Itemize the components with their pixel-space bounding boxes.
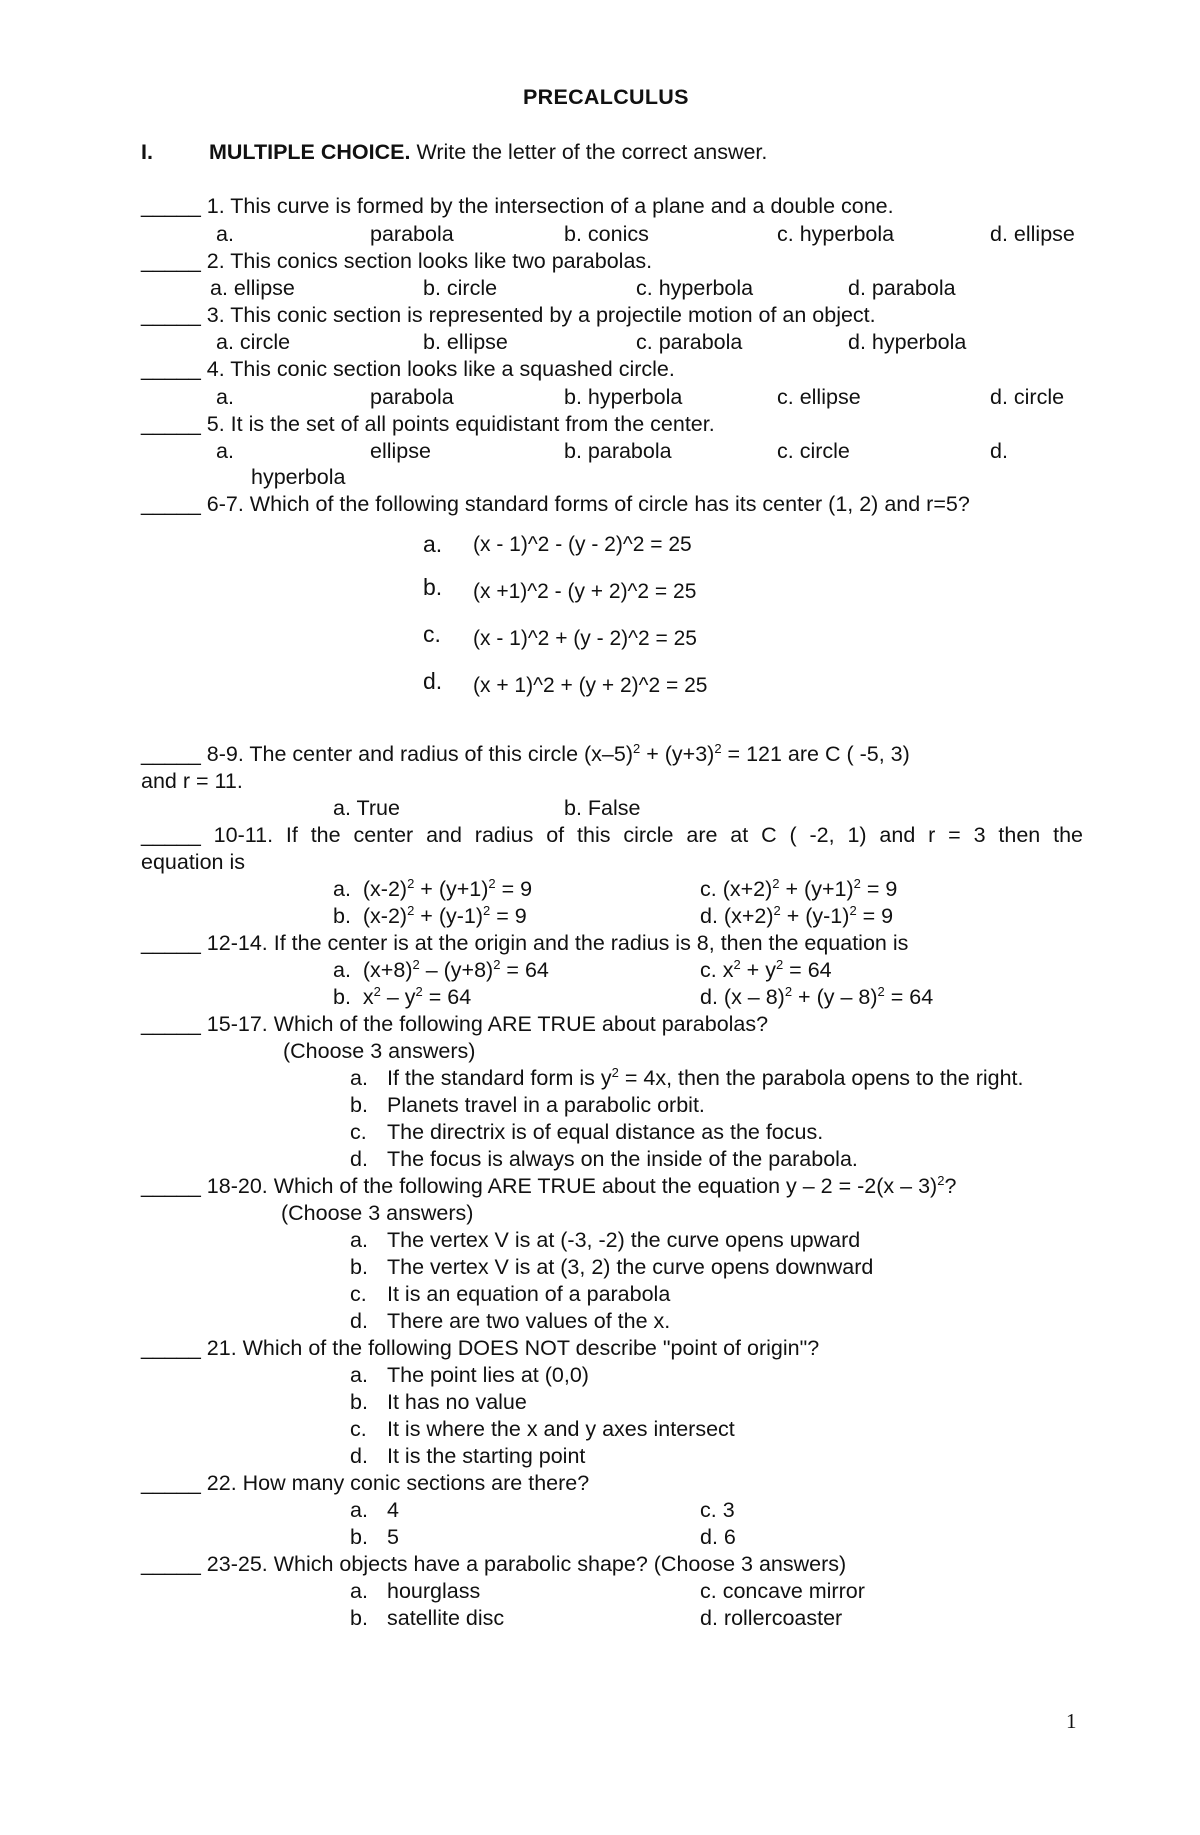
choice-a-letter: a.: [216, 385, 234, 409]
choice-d-text: The focus is always on the inside of the parabola.: [387, 1147, 858, 1171]
page-number: 1: [1066, 1709, 1077, 1733]
question-text: 22. How many conic sections are there?: [206, 1471, 590, 1495]
question-text: 5. It is the set of all points equidistant from the center.: [206, 412, 715, 436]
choice-a: a. $(x-2)^2 + (y+1)^2 = 9$: [333, 876, 533, 901]
choice-c-letter: c.: [350, 1282, 367, 1306]
question-8-9-cont: and r = 11.: [141, 769, 243, 793]
choice-b-letter: b.: [350, 1093, 368, 1117]
question-text: 23-25. Which objects have a parabolic shape? (Choose 3 answers): [206, 1552, 847, 1576]
choice-c: c. $(x+2)^2 + (y+1)^2 = 9$: [700, 876, 898, 901]
choice-a: a. ellipse: [210, 276, 295, 300]
question-text: 1. This curve is formed by the intersection of a plane and a double cone.: [206, 194, 894, 218]
answer-blank: _____: [141, 249, 201, 273]
question-3: [141, 302, 876, 329]
choice-d: d. 6: [700, 1525, 736, 1549]
choice-c: c. circle: [777, 439, 850, 463]
choice-b-letter: b.: [350, 1606, 368, 1630]
question-text: 12-14. If the center is at the origin and the radius is 8, then the equation is: [206, 931, 909, 955]
choice-c-text: It is where the x and y axes intersect: [387, 1417, 735, 1441]
choice-d-text: There are two values of the x.: [387, 1309, 671, 1333]
choice-c-letter: c.: [350, 1417, 367, 1441]
choice-a-letter: a.: [350, 1498, 368, 1522]
answer-blank: _____: [141, 931, 201, 955]
choice-b-letter: b.: [350, 1525, 368, 1549]
question-text: 2. This conics section looks like two parabolas.: [206, 249, 653, 273]
question-22: [141, 1470, 589, 1497]
choice-c-text: The directrix is of equal distance as the focus.: [387, 1120, 824, 1144]
answer-blank: _____: [141, 1012, 201, 1036]
question-6-7: [141, 491, 970, 518]
choice-b: b. $x^2 - y^2 = 64$: [333, 984, 472, 1009]
answer-blank: _____: [141, 823, 201, 847]
choice-a-letter: a.: [423, 531, 443, 557]
choice-b: b. circle: [423, 276, 498, 300]
choice-a-letter: a.: [216, 222, 234, 246]
question-18-20: _____ 18-20. Which of the following ARE TRUE about the equation y – 2 = -2(x – 3)$^2$?: [141, 1173, 957, 1198]
choice-a-letter: a.: [350, 1228, 368, 1252]
choice-d-letter: d.: [350, 1444, 368, 1468]
choice-b-text: The vertex V is at (3, 2) the curve opens downward: [387, 1255, 874, 1279]
choice-a-letter: a.: [216, 439, 234, 463]
choice-b: b. False: [564, 796, 641, 820]
choice-b-equation: (x +1)^2 - (y + 2)^2 = 25: [473, 580, 697, 603]
choice-c: c. hyperbola: [636, 276, 754, 300]
answer-blank: _____: [141, 1471, 201, 1495]
choice-d-text: It is the starting point: [387, 1444, 586, 1468]
choice-b-letter: b.: [350, 1390, 368, 1414]
choice-c: c. concave mirror: [700, 1579, 865, 1603]
answer-blank: _____: [141, 412, 201, 436]
choice-b-letter: b.: [350, 1255, 368, 1279]
choice-c-letter: c.: [350, 1120, 367, 1144]
choice-d: d. (x – 8)$^2$ + (y – 8)$^2$ = 64: [700, 984, 934, 1009]
question-1: [141, 193, 894, 220]
answer-blank: _____: [141, 357, 201, 381]
choice-d-equation: (x + 1)^2 + (y + 2)^2 = 25: [473, 674, 708, 697]
choice-a-letter: a.: [350, 1579, 368, 1603]
question-4: [141, 356, 675, 383]
question-5: [141, 411, 715, 438]
choice-d: d. parabola: [848, 276, 956, 300]
choice-c: c. hyperbola: [777, 222, 895, 246]
choice-c: c. $x^2 + y^2 = 64$: [700, 957, 832, 982]
answer-blank: _____: [141, 1174, 201, 1198]
question-8-9: _____ 8-9. The center and radius of this circle $(x-5)^2 + (y+3)^2 = 121$ are C ( -5, 3): [141, 741, 910, 766]
choice-b-text: satellite disc: [387, 1606, 505, 1630]
question-note: (Choose 3 answers): [281, 1201, 474, 1225]
choice-c-equation: (x - 1)^2 + (y - 2)^2 = 25: [473, 627, 697, 650]
choice-c-letter: c.: [423, 621, 441, 647]
question-2: [141, 248, 652, 275]
choice-a-text: The vertex V is at (-3, -2) the curve opens upward: [387, 1228, 861, 1252]
question-text: 21. Which of the following DOES NOT describe "point of origin"?: [206, 1336, 820, 1360]
choice-b: b. hyperbola: [564, 385, 683, 409]
section-number: I.: [141, 140, 153, 164]
choice-c-text: It is an equation of a parabola: [387, 1282, 671, 1306]
choice-b: b. parabola: [564, 439, 672, 463]
choice-a-text: hourglass: [387, 1579, 481, 1603]
page-title: PRECALCULUS: [523, 85, 689, 109]
choice-b-letter: b.: [423, 574, 443, 600]
choice-d-letter: d.: [423, 668, 443, 694]
choice-a: a. circle: [216, 330, 291, 354]
choice-a: a. True: [333, 796, 400, 820]
choice-c: c. ellipse: [777, 385, 861, 409]
question-text: 6-7. Which of the following standard forms of circle has its center (1, 2) and r=5?: [206, 492, 970, 516]
choice-d: d. circle: [990, 385, 1065, 409]
answer-blank: _____: [141, 742, 201, 766]
answer-blank: _____: [141, 1552, 201, 1576]
choice-d: d. hyperbola: [848, 330, 967, 354]
question-15-17: [141, 1011, 768, 1038]
choice-a-text: If the standard form is $y^2 = 4x$, then the parabola opens to the right.: [387, 1065, 1024, 1090]
choice-a-equation: (x - 1)^2 - (y - 2)^2 = 25: [473, 533, 692, 556]
choice-b-text: Planets travel in a parabolic orbit.: [387, 1093, 705, 1117]
choice-c: c. parabola: [636, 330, 743, 354]
answer-blank: _____: [141, 194, 201, 218]
question-text: 4. This conic section looks like a squashed circle.: [206, 357, 675, 381]
question-text: 3. This conic section is represented by a projectile motion of an object.: [206, 303, 876, 327]
choice-a-text: The point lies at (0,0): [387, 1363, 589, 1387]
choice-a-text: ellipse: [370, 439, 431, 463]
choice-a-text: 4: [387, 1498, 399, 1522]
choice-d: d. ellipse: [990, 222, 1075, 246]
answer-blank: _____: [141, 303, 201, 327]
question-10-11-cont: equation is: [141, 850, 245, 874]
choice-a: a. $(x+8)^2 - (y+8)^2 = 64$: [333, 957, 549, 982]
choice-a-letter: a.: [350, 1363, 368, 1387]
choice-c: c. 3: [700, 1498, 735, 1522]
answer-blank: _____: [141, 1336, 201, 1360]
choice-a-text: parabola: [370, 385, 454, 409]
choice-d-letter: d.: [350, 1309, 368, 1333]
choice-d-letter: d.: [350, 1147, 368, 1171]
choice-a-text: parabola: [370, 222, 454, 246]
question-text: 15-17. Which of the following ARE TRUE about parabolas?: [206, 1012, 769, 1036]
question-12-14: [141, 930, 908, 957]
question-10-11: _____ 10-11. If the center and radius of this circle are at C ( -2, 1) and r = 3 then the: [141, 823, 1083, 847]
question-21: [141, 1335, 819, 1362]
choice-b-text: 5: [387, 1525, 399, 1549]
section-heading: MULTIPLE CHOICE.: [209, 140, 411, 164]
choice-b: b. ellipse: [423, 330, 508, 354]
section-header: [209, 139, 767, 166]
choice-b: b. conics: [564, 222, 649, 246]
question-23-25: [141, 1551, 846, 1578]
choice-d-letter: d.: [990, 439, 1008, 463]
choice-a-letter: a.: [350, 1066, 368, 1090]
answer-blank: _____: [141, 492, 201, 516]
question-note: (Choose 3 answers): [283, 1039, 476, 1063]
choice-d: d. $(x+2)^2 + (y-1)^2 = 9$: [700, 903, 894, 928]
choice-d: d. rollercoaster: [700, 1606, 843, 1630]
choice-b-text: It has no value: [387, 1390, 527, 1414]
section-instruction: Write the letter of the correct answer.: [416, 140, 768, 164]
choice-b: b. $(x-2)^2 + (y-1)^2 = 9$: [333, 903, 527, 928]
choice-d-text: hyperbola: [251, 465, 346, 489]
